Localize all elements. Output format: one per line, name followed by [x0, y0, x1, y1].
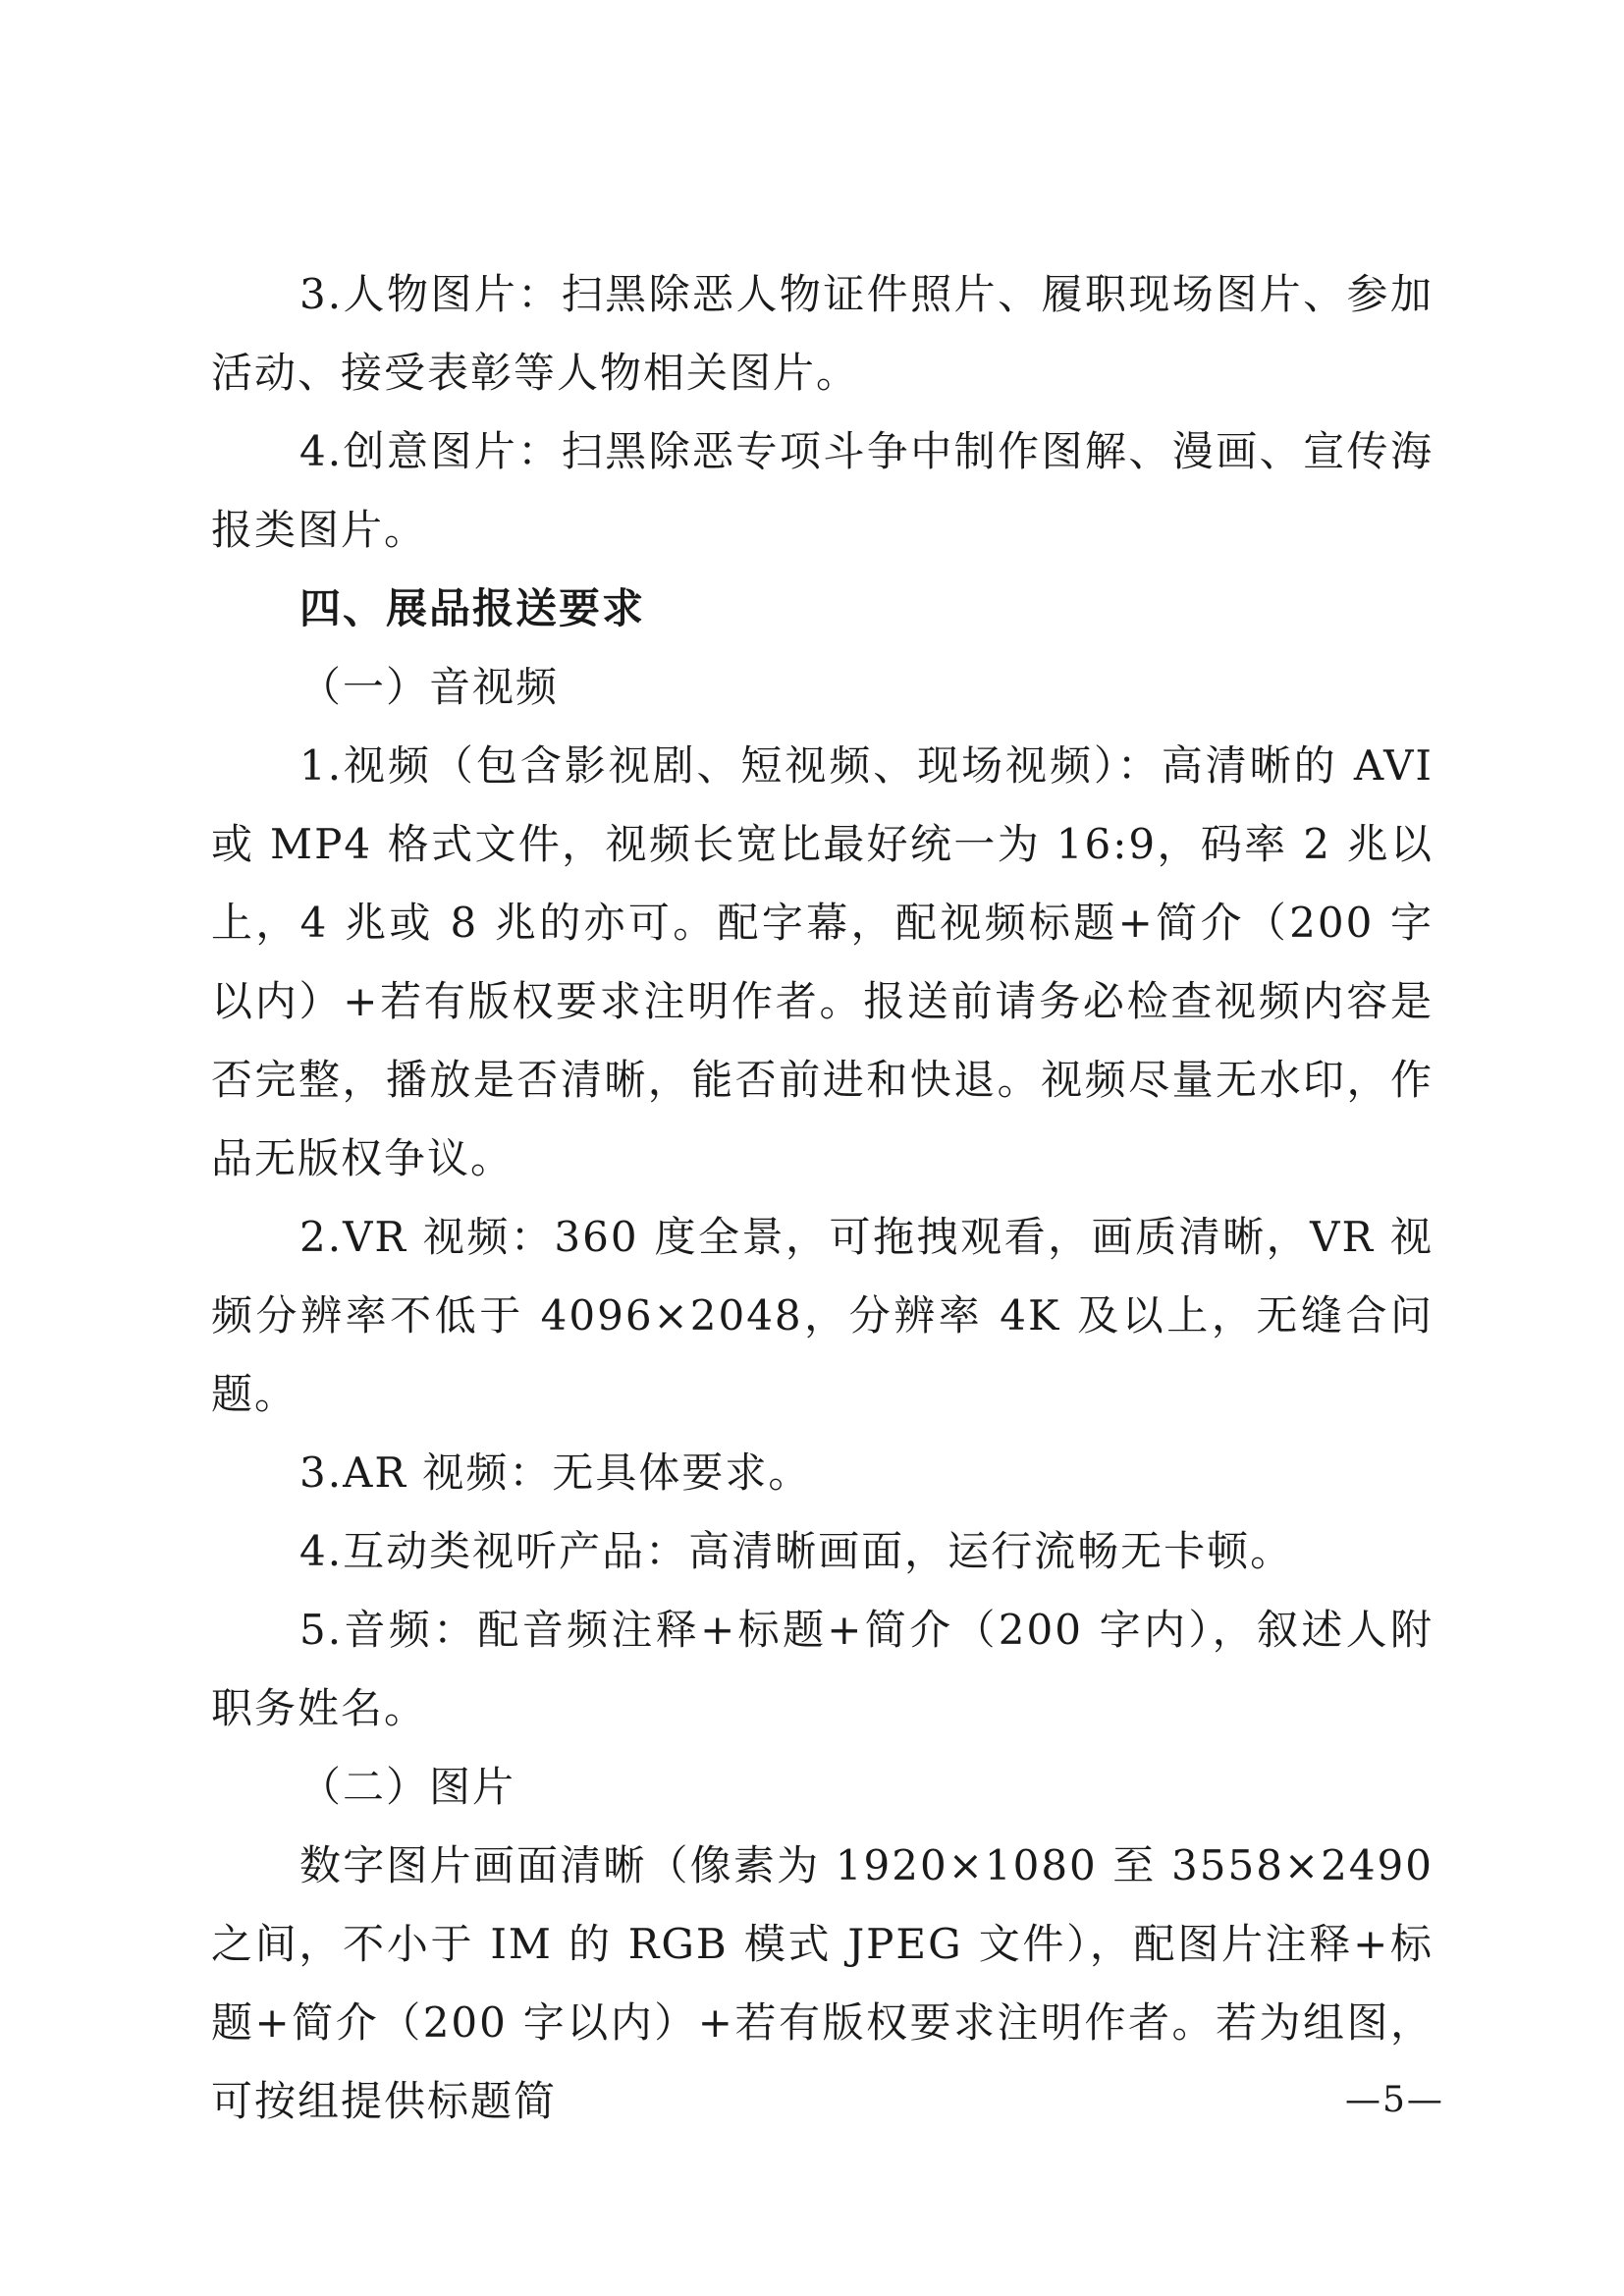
section-heading-submission-requirements: 四、展品报送要求: [299, 584, 646, 632]
paragraph-ar-video: 3.AR 视频：无具体要求。: [299, 1449, 812, 1497]
paragraph-vr-video: 2.VR 视频：360 度全景，可拖拽观看，画质清晰，VR 视频分辨率不低于 4096×2048，分辨率 4K 及以上，无缝合问题。: [211, 1213, 1434, 1418]
subheading-images: （二）图片: [299, 1763, 516, 1811]
paragraph-video: 1.视频（包含影视剧、短视频、现场视频）：高清晰的 AVI 或 MP4 格式文件，视频长宽比最好统一为 16:9，码率 2 兆以上，4 兆或 8 兆的亦可。配字幕，配视频标题+简介（200 字以内）+若有版权要求注明作者。报送前请务必检查视频内容是否完整，播放是否清晰，能否前进和快退。视频尽量无水印，作品无版权争议。: [211, 741, 1434, 1182]
paragraph-digital-images: 数字图片画面清晰（像素为 1920×1080 至 3558×2490 之间，不小于 IM 的 RGB 模式 JPEG 文件），配图片注释+标题+简介（200 字以内）+若有版权要求注明作者。若为组图，可按组提供标题简: [211, 1841, 1434, 2125]
paragraph-audio: 5.音频：配音频注释+标题+简介（200 字内），叙述人附职务姓名。: [211, 1606, 1434, 1732]
document-body: [211, 255, 1434, 2141]
paragraph-character-photos: 3.人物图片：扫黑除恶人物证件照片、履职现场图片、参加活动、接受表彰等人物相关图片。: [211, 270, 1434, 397]
paragraph-interactive-products: 4.互动类视听产品：高清晰画面，运行流畅无卡顿。: [299, 1527, 1294, 1575]
subheading-audio-video: （一）音视频: [299, 663, 560, 711]
page-number: —5—: [1345, 2080, 1444, 2120]
paragraph-creative-images: 4.创意图片：扫黑除恶专项斗争中制作图解、漫画、宣传海报类图片。: [211, 427, 1434, 554]
